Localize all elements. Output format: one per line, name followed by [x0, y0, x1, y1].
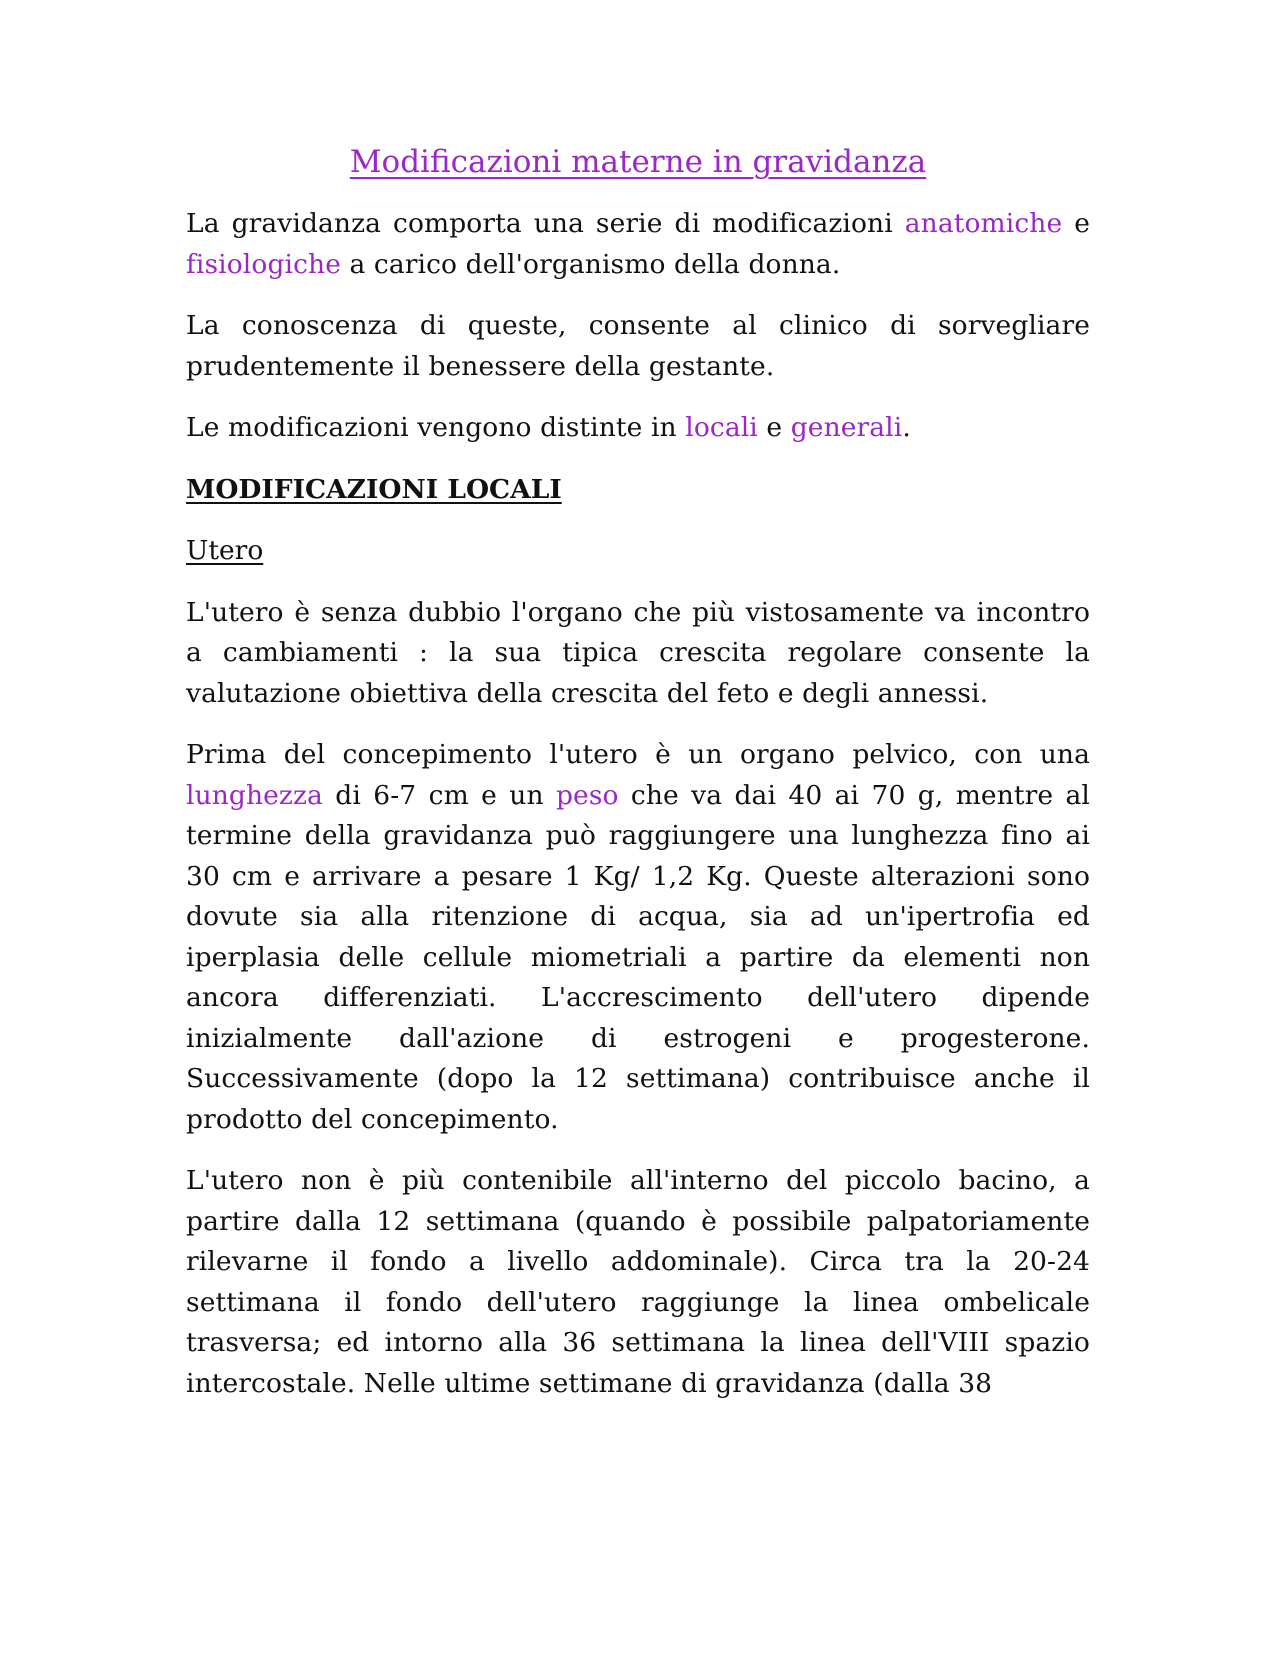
document-title-text: Modificazioni materne in gravidanza: [349, 144, 927, 180]
highlight-peso: peso: [555, 779, 619, 811]
paragraph-utero-organo: L'utero è senza dubbio l'organo che più vistosamente va incontro a cambiamenti : la sua tipica crescita regolare consente la valutazione obiettiva della crescita del feto e degli annessi.: [186, 596, 1090, 709]
highlight-fisiologiche: fisiologiche: [186, 248, 341, 280]
highlight-locali: locali: [685, 412, 758, 443]
text-run: Le modificazioni vengono distinte in: [186, 412, 686, 443]
highlight-lunghezza: lunghezza: [186, 779, 323, 811]
paragraph-utero-bacino: L'utero non è più contenibile all'interno del piccolo bacino, a partire dalla 12 settimana (quando è possibile palpatoriamente rilevarne il fondo a livello addominale). Circa tra la 20-24 settimana il fondo dell'utero raggiunge la linea ombelicale trasversa; ed intorno alla 36 settimana la linea dell'VIII spazio intercostale. Nelle ultime settimane di gravidanza (dalla 38: [186, 1165, 1090, 1399]
text-run: a carico dell'organismo della donna.: [340, 248, 841, 280]
paragraph-intro: [186, 204, 1090, 285]
document-page: [186, 140, 1090, 1425]
subsection-heading-utero: Utero: [186, 535, 264, 566]
section-heading-locali: MODIFICAZIONI LOCALI: [186, 473, 562, 505]
text-run: di 6-7 cm e un: [322, 779, 556, 811]
paragraph-distinte: [186, 408, 1090, 449]
text-run: e: [1062, 208, 1090, 239]
text-run: che va dai 40 ai 70 g, mentre al termine della gravidanza può raggiungere una lunghezza fino ai 30 cm e arrivare a pesare 1 Kg/ 1,2 Kg. Queste alterazioni sono dovute sia alla ritenzione di acqua, sia ad un'ipertrofia ed iperplasia delle cellule miometriali a partire da elementi non ancora differenziati. L'accrescimento dell'utero dipende inizialmente dall'azione di estrogeni e progesterone. Successivamente (dopo la 12 settimana) contribuisce anche il prodotto del concepimento.: [186, 779, 1090, 1135]
text-run: La gravidanza comporta una serie di modificazioni: [186, 208, 905, 239]
paragraph-conoscenza: La conoscenza di queste, consente al clinico di sorvegliare prudentemente il benessere della gestante.: [186, 310, 1090, 382]
document-title: [186, 140, 1090, 184]
text-run: .: [902, 412, 911, 443]
text-run: e: [757, 412, 791, 443]
paragraph-utero-concepimento: [186, 735, 1090, 1140]
highlight-generali: generali: [790, 412, 903, 443]
text-run: Prima del concepimento l'utero è un organo pelvico, con una: [186, 739, 1090, 770]
highlight-anatomiche: anatomiche: [904, 208, 1063, 239]
